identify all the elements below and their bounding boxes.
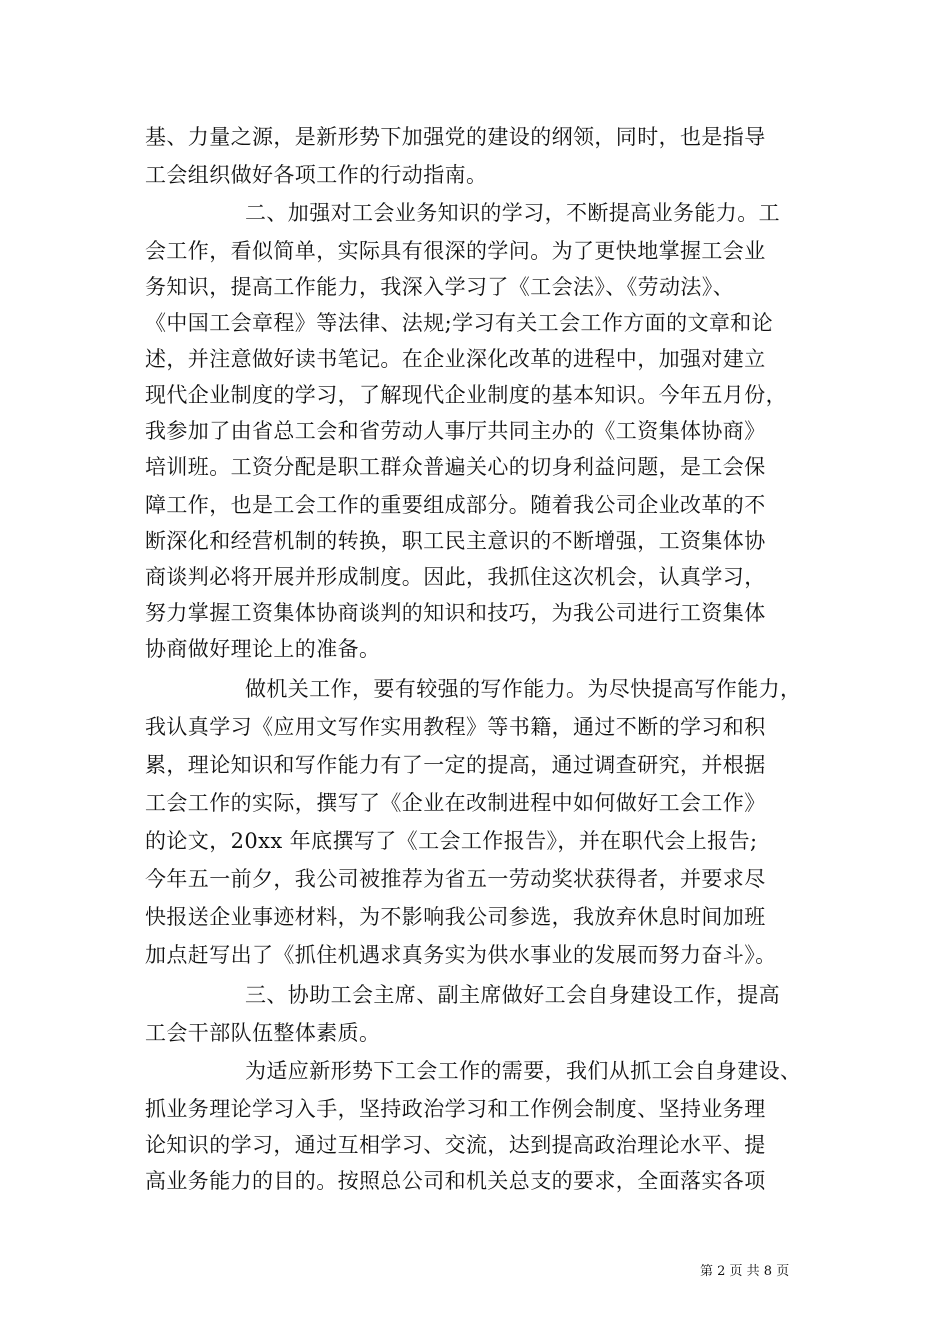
text-line: 的论文，20xx 年底撰写了《工会工作报告》，并在职代会上报告; — [145, 829, 758, 853]
text-line: 会工作，看似简单，实际具有很深的学问。为了更快地掌握工会业 — [145, 239, 766, 263]
text-line: 累，理论知识和写作能力有了一定的提高，通过调查研究，并根据 — [145, 753, 766, 777]
text-line: 工会工作的实际，撰写了《企业在改制进程中如何做好工会工作》 — [145, 791, 766, 815]
page-number-footer: 第 2 页 共 8 页 — [700, 1264, 790, 1279]
text-line: 基、力量之源，是新形势下加强党的建设的纲领，同时，也是指导 — [145, 125, 766, 149]
text-line: 快报送企业事迹材料，为不影响我公司参选，我放弃休息时间加班 — [145, 905, 766, 929]
text-line: 努力掌握工资集体协商谈判的知识和技巧，为我公司进行工资集体 — [145, 601, 766, 625]
text-line: 述，并注意做好读书笔记。在企业深化改革的进程中，加强对建立 — [145, 347, 766, 371]
section-heading: 三、协助工会主席、副主席做好工会自身建设工作，提高 — [245, 983, 780, 1007]
text-line: 我认真学习《应用文写作实用教程》等书籍，通过不断的学习和积 — [145, 715, 766, 739]
text-line: 协商做好理论上的准备。 — [145, 637, 381, 661]
text-line: 今年五一前夕，我公司被推荐为省五一劳动奖状获得者，并要求尽 — [145, 867, 766, 891]
text-line: 《中国工会章程》等法律、法规;学习有关工会工作方面的文章和论 — [145, 311, 774, 335]
text-line: 务知识，提高工作能力，我深入学习了《工会法》、《劳动法》、 — [145, 275, 735, 299]
text-line: 障工作，也是工会工作的重要组成部分。随着我公司企业改革的不 — [145, 493, 766, 517]
text-line: 工会组织做好各项工作的行动指南。 — [145, 163, 488, 187]
text-line: 高业务能力的目的。按照总公司和机关总支的要求，全面落实各项 — [145, 1169, 766, 1193]
text-line: 培训班。工资分配是职工群众普遍关心的切身利益问题，是工会保 — [145, 455, 766, 479]
text-line: 为适应新形势下工会工作的需要，我们从抓工会自身建设、 — [245, 1059, 802, 1083]
text-line: 断深化和经营机制的转换，职工民主意识的不断增强，工资集体协 — [145, 529, 766, 553]
text-line: 现代企业制度的学习，了解现代企业制度的基本知识。今年五月份， — [145, 383, 787, 407]
text-line: 做机关工作，要有较强的写作能力。为尽快提高写作能力， — [245, 677, 802, 701]
section-heading: 二、加强对工会业务知识的学习，不断提高业务能力。工 — [245, 201, 780, 225]
text-line: 商谈判必将开展并形成制度。因此，我抓住这次机会，认真学习， — [145, 565, 766, 589]
text-line: 加点赶写出了《抓住机遇求真务实为供水事业的发展而努力奋斗》。 — [145, 943, 777, 967]
text-line: 我参加了由省总工会和省劳动人事厅共同主办的《工资集体协商》 — [145, 419, 766, 443]
text-line: 论知识的学习，通过互相学习、交流，达到提高政治理论水平、提 — [145, 1133, 766, 1157]
text-line: 工会干部队伍整体素质。 — [145, 1021, 381, 1045]
text-line: 抓业务理论学习入手，坚持政治学习和工作例会制度、坚持业务理 — [145, 1097, 766, 1121]
